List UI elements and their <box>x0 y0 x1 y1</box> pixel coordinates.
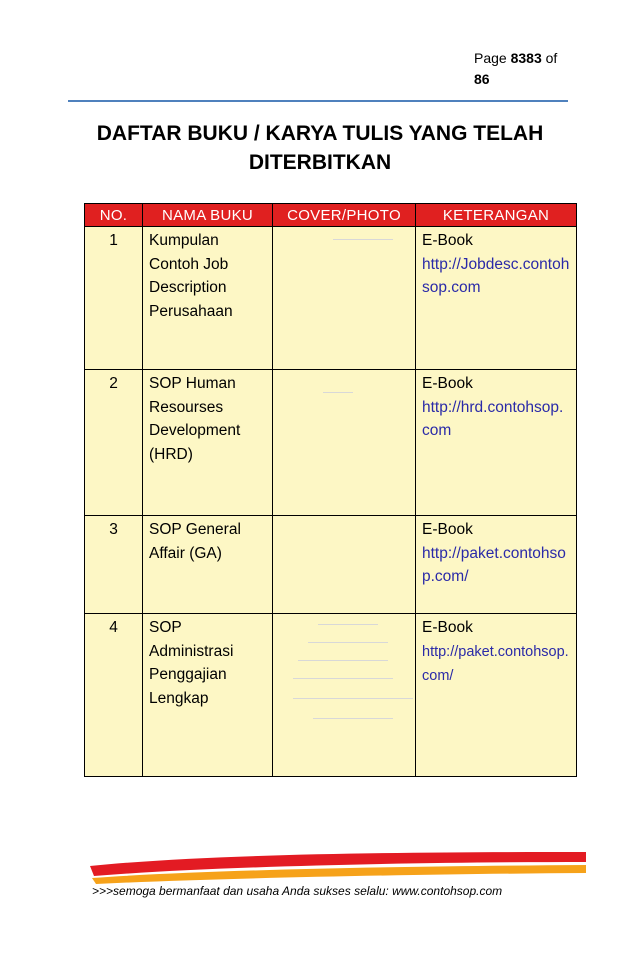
row-number: 4 <box>85 614 143 777</box>
row-number: 1 <box>85 227 143 370</box>
book-name: Kumpulan Contoh Job Description Perusahaan <box>143 227 273 370</box>
page-title <box>80 119 560 177</box>
title-line-1: DAFTAR BUKU / KARYA TULIS YANG TELAH <box>96 122 544 145</box>
header-book-name: NAMA BUKU <box>143 204 273 227</box>
cover-photo <box>273 516 416 614</box>
title-line-2: DITERBITKAN <box>248 151 392 174</box>
book-name: SOP Administrasi Penggajian Lengkap <box>143 614 273 777</box>
book-link[interactable]: http://paket.contohsop.com/ <box>422 643 569 684</box>
book-name: SOP General Affair (GA) <box>143 516 273 614</box>
book-type: E-Book <box>422 619 473 636</box>
book-table <box>84 203 577 777</box>
table-row <box>85 614 577 777</box>
table-row <box>85 516 577 614</box>
page-number <box>474 48 594 90</box>
table-row <box>85 370 577 516</box>
table-header-row <box>85 204 577 227</box>
book-link[interactable]: http://hrd.contohsop.com <box>422 398 564 439</box>
page-prefix: Page <box>474 50 507 66</box>
book-type: E-Book <box>422 521 473 538</box>
page-current: 8383 <box>510 50 542 66</box>
cover-photo <box>273 370 416 516</box>
footer-text: >>>semoga bermanfaat dan usaha Anda sukses selalu: www.contohsop.com <box>92 884 503 898</box>
book-type: E-Book <box>422 232 473 249</box>
header-no: NO. <box>85 204 143 227</box>
description <box>416 227 577 370</box>
description <box>416 614 577 777</box>
page-total: 86 <box>474 71 490 87</box>
header-rule <box>68 100 568 102</box>
book-type: E-Book <box>422 375 473 392</box>
header-cover: COVER/PHOTO <box>273 204 416 227</box>
book-link[interactable]: http://Jobdesc.contohsop.com <box>422 255 570 296</box>
cover-photo <box>273 614 416 777</box>
table-row <box>85 227 577 370</box>
row-number: 3 <box>85 516 143 614</box>
page-of: of <box>545 50 558 66</box>
description <box>416 370 577 516</box>
book-link[interactable]: http://paket.contohsop.com/ <box>422 544 566 585</box>
cover-photo <box>273 227 416 370</box>
description <box>416 516 577 614</box>
row-number: 2 <box>85 370 143 516</box>
book-name: SOP Human Resourses Development (HRD) <box>143 370 273 516</box>
header-description: KETERANGAN <box>416 204 577 227</box>
